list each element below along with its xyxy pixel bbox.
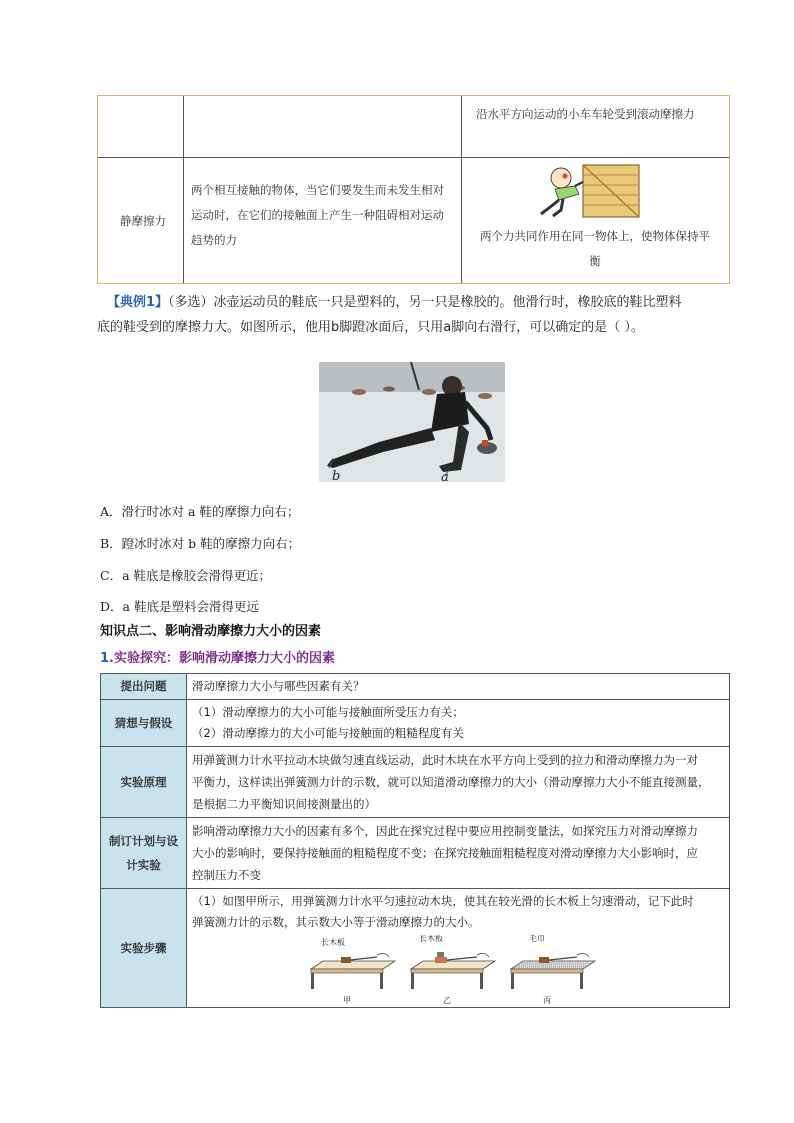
static-friction-label: 静摩擦力 [120,214,166,228]
row-label: 猜想与假设 [101,700,187,747]
figure-label: 长木板 [419,935,443,943]
section-heading: 知识点二、影响滑动摩擦力大小的因素 [100,624,322,639]
experiment-setup-figure [307,935,607,1005]
figure-label: 毛巾 [529,935,545,943]
static-friction-example: 两个力共同作用在同一物体上，使物体保持平 衡 [480,229,710,268]
figure-caption: 甲 [343,996,351,1005]
row-label: 实验步骤 [101,889,187,1008]
table-divider [98,157,729,158]
table-row [101,889,730,1008]
row-content: 影响滑动摩擦力大小的因素有多个，因此在探究过程中要应用控制变量法，如探究压力对滑动摩擦力 大小的影响时，要保持接触面的粗糙程度不变；在探究接触面粗糙程度对滑动摩擦力大小影响时，应 控制压力不变 [187,818,730,889]
row-content: 滑动摩擦力大小与哪些因素有关？ [187,674,730,700]
option-b: B．蹬冰时冰对 b 鞋的摩擦力向右； [100,536,301,551]
table-divider [183,96,184,283]
figure-caption: 乙 [443,996,451,1005]
row-content: 用弹簧测力计水平拉动木块做匀速直线运动，此时木块在水平方向上受到的拉力和滑动摩擦力为一对 平衡力，这样读出弹簧测力计的示数，就可以知道滑动摩擦力的大小（滑动摩擦力大小不能直接测量， 是根据二力平衡知识间接测量出的） [187,747,730,818]
question-line-2: 底的鞋受到的摩擦力大。如图所示，他用b脚蹬冰面后，只用a脚向右滑行，可以确定的是（ ）。 [97,320,644,335]
example-question [97,290,737,340]
option-c: C．a 鞋底是橡胶会滑得更近； [100,568,271,583]
table-row [101,818,730,889]
pushing-box-illustration [531,162,643,220]
friction-table [97,95,730,284]
rolling-friction-example: 沿水平方向运动的小车车轮受到滚动摩擦力 [476,107,695,121]
option-d: D．a 鞋底是塑料会滑得更远 [100,599,259,614]
row-content: （1）滑动摩擦力的大小可能与接触面所受压力有关； （2）滑动摩擦力的大小可能与接触面的粗糙程度有关 [187,700,730,747]
table-row [101,674,730,700]
figure-caption: 丙 [543,996,551,1005]
row-content: （1）如图甲所示，用弹簧测力计水平匀速拉动木块，使其在较光滑的长木板上匀速滑动，记下此时 弹簧测力计的示数，其示数大小等于滑动摩擦力的大小。 长木板 甲 长木板 乙 毛巾 丙 [187,889,730,1008]
example-tag: 【典例1】 [107,295,169,310]
question-line-1: （多选）冰壶运动员的鞋底一只是塑料的，另一只是橡胶的。他滑行时，橡胶底的鞋比塑料 [168,295,682,310]
figure-label: 长木板 [321,938,345,947]
label-a: a [441,470,449,482]
subsection-heading: 1.实验探究：影响滑动摩擦力大小的因素 [100,651,335,666]
table-row [101,700,730,747]
option-a: A．滑行时冰对 a 鞋的摩擦力向右； [100,504,300,519]
curling-photo [319,362,505,482]
row-label: 制订计划与设 计实验 [101,818,187,889]
row-label: 实验原理 [101,747,187,818]
table-row [101,747,730,818]
static-friction-definition: 两个相互接触的物体，当它们要发生而未发生相对 运动时，在它们的接触面上产生一种阻碍相对运动 趋势的力 [191,183,444,247]
label-b: b [332,469,341,482]
table-divider [461,96,462,283]
row-label: 提出问题 [101,674,187,700]
experiment-table [100,673,730,1008]
